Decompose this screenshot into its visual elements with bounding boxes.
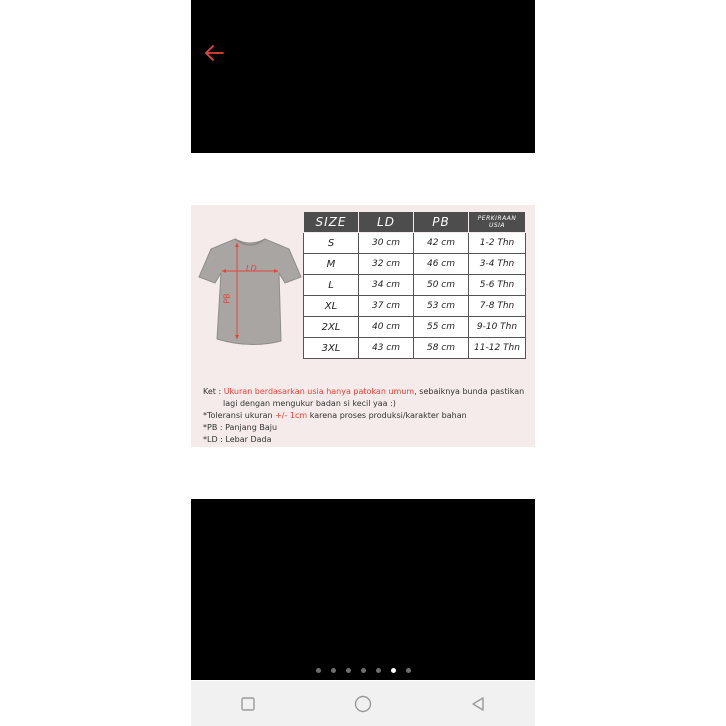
cell-size: L	[304, 275, 359, 296]
table-header-row	[304, 212, 526, 233]
carousel-dot[interactable]	[331, 668, 336, 673]
carousel-dot[interactable]	[316, 668, 321, 673]
cell-ld: 43 cm	[359, 338, 414, 359]
cell-usia: 7-8 Thn	[469, 296, 526, 317]
cell-size: M	[304, 254, 359, 275]
table-row	[304, 338, 526, 359]
circle-icon	[354, 695, 372, 713]
header-usia: PERKIRAAN USIA	[469, 212, 526, 233]
cell-usia: 11-12 Thn	[469, 338, 526, 359]
table-row	[304, 233, 526, 254]
recent-apps-button[interactable]	[228, 689, 268, 719]
header-pb: PB	[414, 212, 469, 233]
carousel-dot[interactable]	[391, 668, 396, 673]
cell-usia: 1-2 Thn	[469, 233, 526, 254]
home-button[interactable]	[343, 689, 383, 719]
table-row	[304, 254, 526, 275]
note-pb: *PB : Panjang Baju	[203, 423, 278, 432]
back-button[interactable]	[201, 40, 227, 66]
triangle-back-icon	[470, 696, 486, 712]
size-table	[303, 211, 526, 359]
header-size: SIZE	[304, 212, 359, 233]
cell-pb: 58 cm	[414, 338, 469, 359]
cell-pb: 53 cm	[414, 296, 469, 317]
cell-ld: 34 cm	[359, 275, 414, 296]
carousel-indicator	[191, 668, 535, 676]
header-ld: LD	[359, 212, 414, 233]
cell-ld: 37 cm	[359, 296, 414, 317]
cell-size: XL	[304, 296, 359, 317]
note-toleransi: *Toleransi ukuran +/- 1cm karena proses produksi/karakter bahan	[203, 411, 467, 420]
cell-size: 2XL	[304, 317, 359, 338]
cell-usia: 3-4 Thn	[469, 254, 526, 275]
tshirt-illustration	[195, 233, 305, 353]
cell-size: S	[304, 233, 359, 254]
system-nav-bar	[191, 681, 535, 726]
shirt-label-ld: LD	[246, 264, 257, 273]
note-ket-line2: lagi dengan mengukur badan si kecil yaa :)	[223, 399, 396, 408]
carousel-dot[interactable]	[361, 668, 366, 673]
cell-pb: 46 cm	[414, 254, 469, 275]
square-icon	[241, 697, 255, 711]
back-nav-button[interactable]	[458, 689, 498, 719]
shirt-label-pb: PB	[222, 293, 232, 304]
cell-pb: 42 cm	[414, 233, 469, 254]
cell-usia: 5-6 Thn	[469, 275, 526, 296]
cell-pb: 55 cm	[414, 317, 469, 338]
cell-usia: 9-10 Thn	[469, 317, 526, 338]
note-ket: Ket : Ukuran berdasarkan usia hanya patokan umum, sebaiknya bunda pastikan	[203, 387, 525, 396]
cell-ld: 32 cm	[359, 254, 414, 275]
arrow-left-icon	[202, 41, 226, 65]
note-ld: *LD : Lebar Dada	[203, 435, 272, 444]
carousel-dot[interactable]	[346, 668, 351, 673]
cell-size: 3XL	[304, 338, 359, 359]
table-row	[304, 317, 526, 338]
bottom-black-area	[191, 499, 535, 680]
notes-block	[203, 386, 533, 446]
size-chart-image	[191, 205, 535, 447]
top-black-area	[191, 0, 535, 153]
cell-ld: 30 cm	[359, 233, 414, 254]
cell-ld: 40 cm	[359, 317, 414, 338]
table-row	[304, 275, 526, 296]
carousel-dot[interactable]	[406, 668, 411, 673]
table-row	[304, 296, 526, 317]
phone-screen	[191, 0, 535, 726]
cell-pb: 50 cm	[414, 275, 469, 296]
carousel-dot[interactable]	[376, 668, 381, 673]
